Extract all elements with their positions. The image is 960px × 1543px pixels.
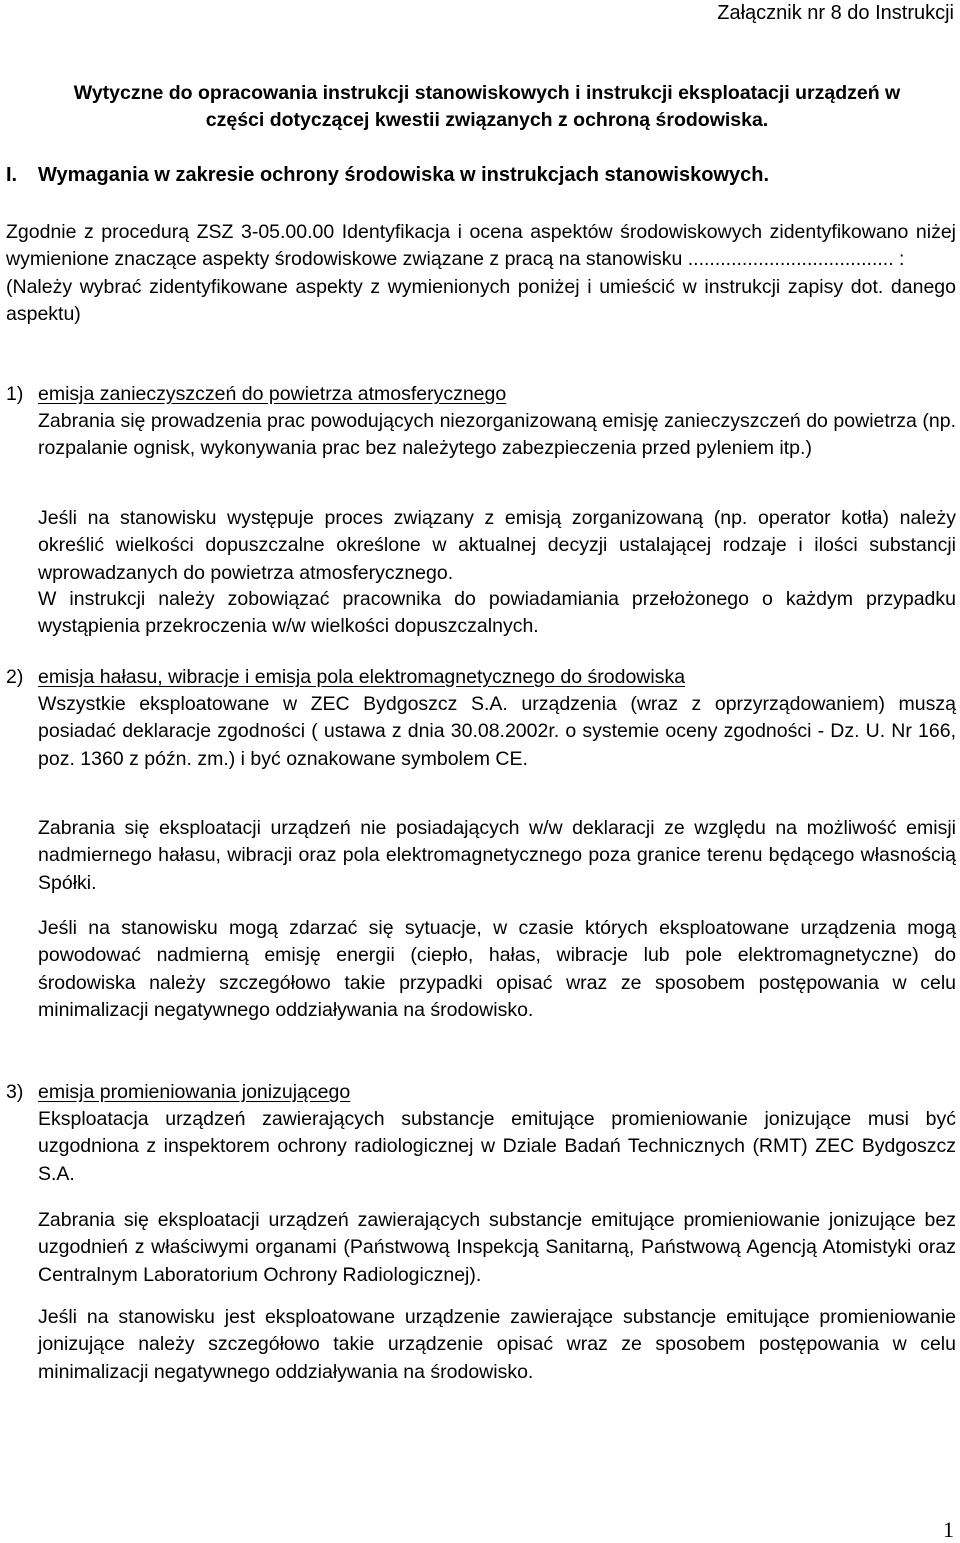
list-item-paragraph: Eksploatacja urządzeń zawierających substancje emitujące promieniowanie jonizujące musi być uzgodniona z inspektorem ochrony radiologicznej w Dziale Badań Technicznych (RMT) ZEC Bydgoszcz S.A. [38,1108,956,1185]
list-item-title: emisja zanieczyszczeń do powietrza atmosferycznego [38,383,507,405]
list-item-paragraph: Jeśli na stanowisku jest eksploatowane urządzenie zawierające substancje emitujące promieniowanie jonizujące należy szczegółowo takie urządzenie opisać wraz ze sposobem postępowania w celu minimalizacji negatywnego oddziaływania na środowisko. [38,1306,956,1383]
section-number: I. [6,164,18,186]
list-item-number: 1) [6,383,24,405]
list-item-paragraph: Zabrania się eksploatacji urządzeń nie posiadających w/w deklaracji ze względu na możliwość emisji nadmiernego hałasu, wibracji oraz pola elektromagnetycznego poza granice terenu będącego własnością Spółki. [38,817,956,894]
document-title: Wytyczne do opracowania instrukcji stanowiskowych i instrukcji eksploatacji urządzeń w części dotyczącej kwestii związanych z ochroną środowiska. [73,82,901,131]
intro-instruction: (Należy wybrać zidentyfikowane aspekty z wymienionych poniżej i umieścić w instrukcji zapisy dot. danego aspektu) [6,275,956,325]
list-item-paragraph: Wszystkie eksploatowane w ZEC Bydgoszcz S.A. urządzenia (wraz z oprzyrządowaniem) muszą posiadać deklaracje zgodności ( ustawa z dnia 30.08.2002r. o systemie oceny zgodności - Dz. U. Nr 166, poz. 1360 z późn. zm.) i być oznakowane symbolem CE. [38,693,956,770]
list-item-paragraph: W instrukcji należy zobowiązać pracownika do powiadamiania przełożonego o każdym przypadku wystąpienia przekroczenia w/w wielkości dopuszczalnych. [38,588,956,638]
list-item-number: 3) [6,1081,24,1103]
list-item-number: 2) [6,666,24,688]
list-item-title: emisja promieniowania jonizującego [38,1081,351,1103]
list-item-paragraph: Jeśli na stanowisku występuje proces związany z emisją zorganizowaną (np. operator kotła) należy określić wielkości dopuszczalne określone w aktualnej decyzji ustalającej rodzaje i ilości substancji wprowadzanych do powietrza atmosferycznego. [38,507,956,584]
section-heading [6,162,906,188]
list-item-paragraph: Jeśli na stanowisku mogą zdarzać się sytuacje, w czasie których eksploatowane urządzenia mogą powodować nadmierną emisję energii (ciepło, hałas, wibracje lub pole elektromagnetyczne) do środowiska należy szczegółowo takie przypadki opisać wraz ze sposobem postępowania w celu minimalizacji negatywnego oddziaływania na środowisko. [38,917,956,1021]
attachment-label: Załącznik nr 8 do Instrukcji [717,2,954,24]
section-title: Wymagania w zakresie ochrony środowiska w instrukcjach stanowiskowych. [38,164,769,186]
list-item-title: emisja hałasu, wibracje i emisja pola elektromagnetycznego do środowiska [38,666,686,688]
intro-paragraph: Zgodnie z procedurą ZSZ 3-05.00.00 Identyfikacja i ocena aspektów środowiskowych zidentyfikowano niżej wymienione znaczące aspekty środowiskowe związane z pracą na stanowisku ...................................... : [6,221,956,271]
list-item-paragraph: Zabrania się eksploatacji urządzeń zawierających substancje emitujące promieniowanie jonizujące bez uzgodnień z właściwymi organami (Państwową Inspekcją Sanitarną, Państwową Agencją Atomistyki oraz Centralnym Laboratorium Ochrony Radiologicznej). [38,1209,956,1286]
list-item-paragraph: Zabrania się prowadzenia prac powodujących niezorganizowaną emisję zanieczyszczeń do powietrza (np. rozpalanie ognisk, wykonywania prac bez należytego zabezpieczenia przed pyleniem itp.) [38,410,956,460]
intro [6,219,956,328]
page-number: 1 [943,1517,954,1542]
